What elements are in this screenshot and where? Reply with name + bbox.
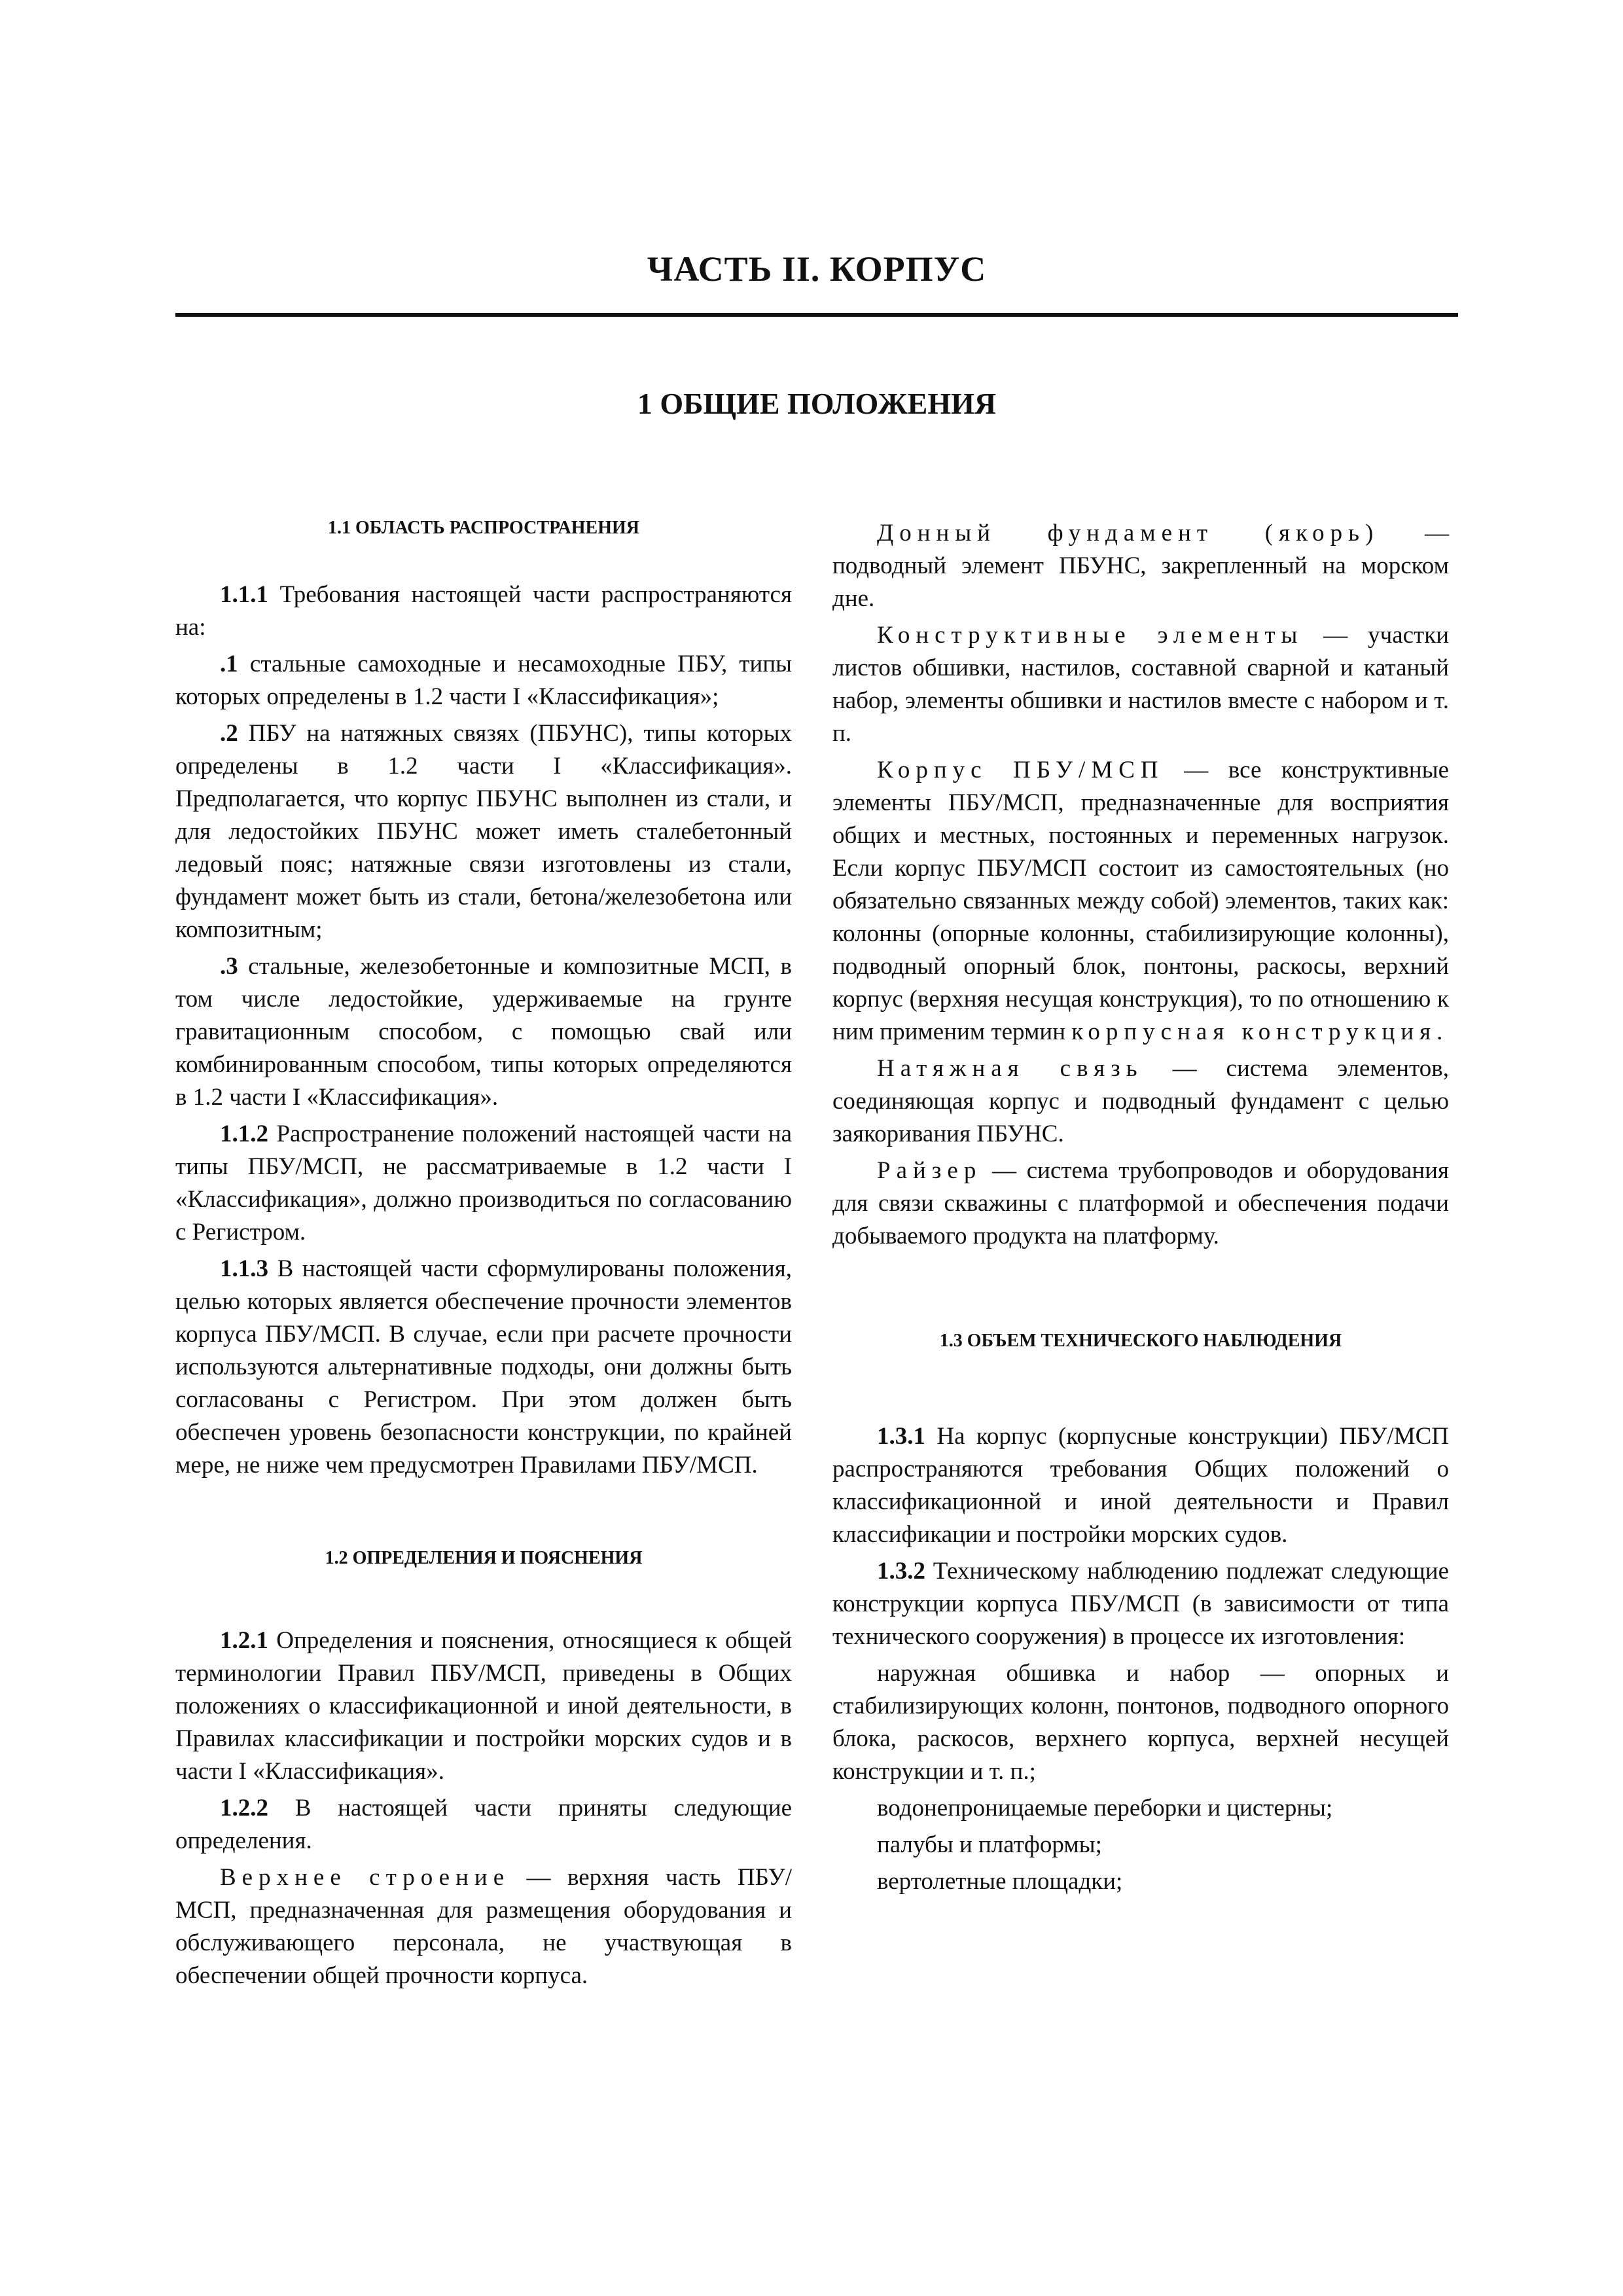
clause-number: 1.2.1 <box>220 1627 268 1654</box>
list-item: палубы и платформы; <box>877 1831 1102 1858</box>
definition-text: — верхняя часть ПБУ/МСП, предназначенная для размещения оборудования и обслуживающего персонала, не участвующая в обеспечении общей прочности корпуса. <box>175 1864 792 1989</box>
definition-text: — подводный элемент ПБУНС, закрепленный на морском дне. <box>832 520 1449 612</box>
definition-term: Натяжная связь <box>877 1055 1143 1082</box>
definition-text: — участки листов обшивки, настилов, составной сварной и катаный набор, элементы обшивки и настилов вместе с набором и т. п. <box>832 622 1449 747</box>
item-text: стальные, железобетонные и композитные МСП, в том числе ледостойкие, удерживаемые на грунте гравитационным способом, с помощью свай или комбинированным способом, типы которых определяются в 1.2 части I «Классификация». <box>175 953 792 1111</box>
definition-term-inline: корпусная конструкция <box>1071 1018 1437 1045</box>
list-item: водонепроницаемые переборки и цистерны; <box>877 1795 1333 1821</box>
clause-text: Определения и пояснения, относящиеся к общей терминологии Правил ПБУ/МСП, приведены в Общих положениях о классификационной и иной деятельности, в Правилах классификации и постройки морских судов и в части I «Классификация». <box>175 1627 792 1785</box>
clause-text: В настоящей части сформулированы положения, целью которых является обеспечение прочности элементов корпуса ПБУ/МСП. В случае, если при расчете прочности используются альтернативные подходы, они должны быть согласованы с Регистром. При этом должен быть обеспечен уровень безопасности конструкции, по крайней мере, не ниже чем предусмотрен Правилами ПБУ/МСП. <box>175 1255 792 1479</box>
clause-text: Техническому наблюдению подлежат следующие конструкции корпуса ПБУ/МСП (в зависимости от типа технического сооружения) в процессе их изготовления: <box>832 1558 1449 1650</box>
clause-number: 1.1.3 <box>220 1255 268 1282</box>
definition-text: — система элементов, соединяющая корпус и подводный фундамент с целью заякоривания ПБУНС. <box>832 1055 1449 1147</box>
paragraph-1-3-1 <box>832 1420 1449 1551</box>
paragraph-1-2-2 <box>175 1792 792 1857</box>
list-item-1 <box>175 648 792 713</box>
item-text: стальные самоходные и несамоходные ПБУ, типы которых определены в 1.2 части I «Классификация»; <box>175 651 792 710</box>
item-number: .1 <box>220 651 238 677</box>
definition-term: Верхнее строение <box>220 1864 510 1891</box>
definition-structural-elements <box>832 619 1449 750</box>
clause-number: 1.1.2 <box>220 1121 268 1147</box>
part-title: ЧАСТЬ II. КОРПУС <box>647 249 987 289</box>
definition-term: Райзер <box>877 1157 982 1184</box>
clause-number: 1.1.1 <box>220 581 268 608</box>
definition-term: Донный фундамент (якорь) <box>877 520 1380 547</box>
section-title: 1 ОБЩИЕ ПОЛОЖЕНИЯ <box>637 387 997 420</box>
paragraph-1-1-2 <box>175 1118 792 1249</box>
list-item-3 <box>175 950 792 1114</box>
item-number: .2 <box>220 720 238 747</box>
item-number: .3 <box>220 953 238 980</box>
clause-number: 1.2.2 <box>220 1795 268 1821</box>
paragraph-1-1-3 <box>175 1253 792 1482</box>
definition-term: Корпус ПБУ/МСП <box>877 757 1164 783</box>
right-column <box>832 517 1449 1902</box>
paragraph-1-1-1 <box>175 579 792 644</box>
definition-riser <box>832 1155 1449 1253</box>
clause-text: На корпус (корпусные конструкции) ПБУ/МСП распространяются требования Общих положений о классификационной и иной деятельности и Правил классификации и постройки морских судов. <box>832 1423 1449 1548</box>
title-divider <box>175 313 1458 317</box>
paragraph-1-2-1 <box>175 1624 792 1788</box>
clause-number: 1.3.1 <box>877 1423 925 1450</box>
definition-end: . <box>1436 1018 1443 1045</box>
clause-text: В настоящей части приняты следующие определения. <box>175 1795 792 1854</box>
subsection-heading-1-2: 1.2 ОПРЕДЕЛЕНИЯ И ПОЯСНЕНИЯ <box>325 1548 643 1568</box>
definition-text: — все конструктивные элементы ПБУ/МСП, предназначенные для восприятия общих и местных, постоянных и переменных нагрузок. Если корпус ПБУ/МСП состоит из самостоятельных (но обязательно связанных между собой) элементов, таких как: колонны (опорные колонны, стабилизирующие колонны), подводный опорный блок, понтоны, раскосы, верхний корпус (верхняя несущая конструкция), то по отношению к ним применим термин <box>832 757 1450 1045</box>
definition-text: — система трубопроводов и оборудования для связи скважины с платформой и обеспечения подачи добываемого продукта на платформу. <box>832 1157 1449 1249</box>
subsection-heading-1-1: 1.1 ОБЛАСТЬ РАСПРОСТРАНЕНИЯ <box>328 518 639 538</box>
definition-term: Конструктивные элементы <box>877 622 1304 649</box>
clause-text: Требования настоящей части распространяются на: <box>175 581 792 641</box>
left-column <box>175 517 792 1996</box>
list-item: наружная обшивка и набор — опорных и стабилизирующих колонн, понтонов, подводного опорного блока, раскосов, верхнего корпуса, верхней несущей конструкции и т. п.; <box>832 1660 1449 1785</box>
definition-hull <box>832 754 1449 1049</box>
item-text: ПБУ на натяжных связях (ПБУНС), типы которых определены в 1.2 части I «Классификация». Предполагается, что корпус ПБУНС выполнен из стали, и для ледостойких ПБУНС может иметь сталебетонный ледовый пояс; натяжные связи изготовлены из стали, фундамент может быть из стали, бетона/железобетона или композитным; <box>175 720 792 943</box>
list-item: вертолетные площадки; <box>877 1868 1123 1895</box>
definition-bottom-foundation <box>832 517 1449 615</box>
definition-tendon <box>832 1052 1449 1151</box>
clause-text: Распространение положений настоящей части на типы ПБУ/МСП, не рассматриваемые в 1.2 части I «Классификация», должно производиться по согласованию с Регистром. <box>175 1121 792 1246</box>
definition-upper-structure <box>175 1861 792 1992</box>
paragraph-1-3-2 <box>832 1555 1449 1653</box>
clause-number: 1.3.2 <box>877 1558 925 1585</box>
subsection-heading-1-3: 1.3 ОБЪЕМ ТЕХНИЧЕСКОГО НАБЛЮДЕНИЯ <box>939 1331 1342 1351</box>
list-item-2 <box>175 717 792 946</box>
